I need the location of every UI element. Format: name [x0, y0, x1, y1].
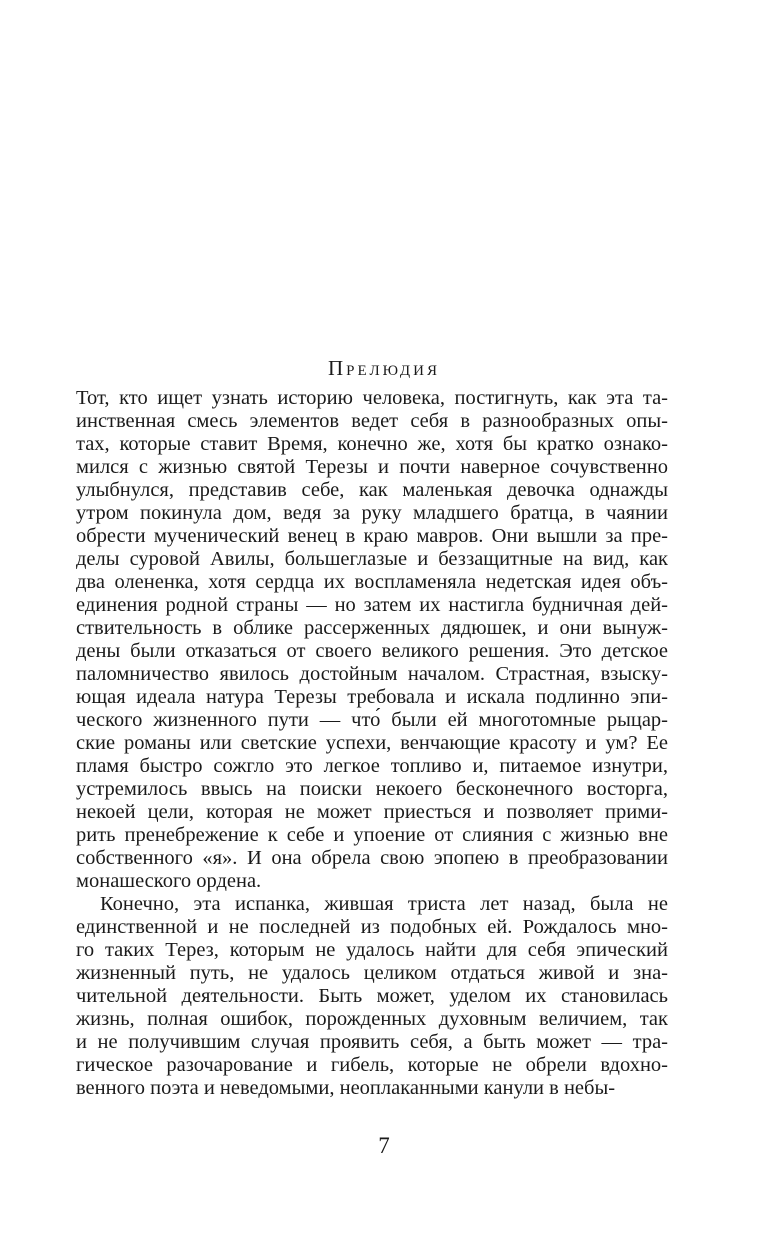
- text-line: пламя быстро сожгло это легкое топливо и, питаемое изнутри,: [76, 755, 668, 777]
- text-line: устремилось ввысь на поиски некоего бесконечного восторга,: [76, 778, 668, 800]
- text-line: рить пренебрежение к себе и упоение от слияния с жизнью вне: [76, 824, 668, 846]
- text-line: собственного «я». И она обрела свою эпопею в преобразовании: [76, 847, 668, 869]
- chapter-title: Прелюдия: [327, 356, 440, 380]
- text-line: жизненный путь, не удалось целиком отдаться живой и зна-: [76, 962, 668, 984]
- paragraph: [76, 893, 668, 1100]
- body-text: [76, 387, 668, 1100]
- text-line: ские романы или светские успехи, венчающие красоту и ум? Ее: [76, 732, 668, 754]
- text-line: ческого жизненного пути — что́ были ей многотомные рыцар-: [76, 709, 668, 731]
- text-line: ющая идеала натура Терезы требовала и искала подлинно эпи-: [76, 686, 668, 708]
- text-line: некоей цели, которая не может приесться и позволяет прими-: [76, 801, 668, 823]
- text-line: улыбнулся, представив себе, как маленькая девочка однажды: [76, 479, 668, 501]
- text-line: монашеского ордена.: [76, 870, 262, 892]
- text-line: и не получившим случая проявить себя, а быть может — тра-: [76, 1031, 668, 1053]
- text-line: мился с жизнью святой Терезы и почти наверное сочувственно: [76, 456, 668, 478]
- text-line: делы суровой Авилы, большеглазые и беззащитные на вид, как: [76, 548, 668, 570]
- text-line: инственная смесь элементов ведет себя в разнообразных опы-: [76, 410, 668, 432]
- text-line: единственной и не последней из подобных ей. Рождалось мно-: [76, 916, 668, 938]
- text-line: жизнь, полная ошибок, порожденных духовным величием, так: [76, 1008, 668, 1030]
- text-line: чительной деятельности. Быть может, уделом их становилась: [76, 985, 668, 1007]
- text-line: обрести мученический венец в краю мавров. Они вышли за пре-: [76, 525, 668, 547]
- text-line: тах, которые ставит Время, конечно же, хотя бы кратко ознако-: [76, 433, 668, 455]
- text-line: Конечно, эта испанка, жившая триста лет назад, была не: [100, 893, 668, 915]
- text-line: ствительность в облике рассерженных дядюшек, и они вынуж-: [76, 617, 668, 639]
- text-line: венного поэта и неведомыми, неоплаканными канули в небы-: [76, 1077, 616, 1099]
- page-number: 7: [378, 1133, 390, 1158]
- text-line: единения родной страны — но затем их настигла будничная дей-: [76, 594, 668, 616]
- text-line: два олененка, хотя сердца их воспламеняла недетская идея объ-: [76, 571, 668, 593]
- text-line: гическое разочарование и гибель, которые не обрели вдохно-: [76, 1054, 668, 1076]
- text-line: утром покинула дом, ведя за руку младшего братца, в чаянии: [76, 502, 668, 524]
- text-line: дены были отказаться от своего великого решения. Это детское: [76, 640, 668, 662]
- text-line: паломничество явилось достойным началом. Страстная, взыску-: [76, 663, 668, 685]
- text-line: Тот, кто ищет узнать историю человека, постигнуть, как эта та-: [76, 387, 668, 409]
- paragraph: [76, 387, 668, 893]
- text-line: го таких Терез, которым не удалось найти для себя эпический: [76, 939, 668, 961]
